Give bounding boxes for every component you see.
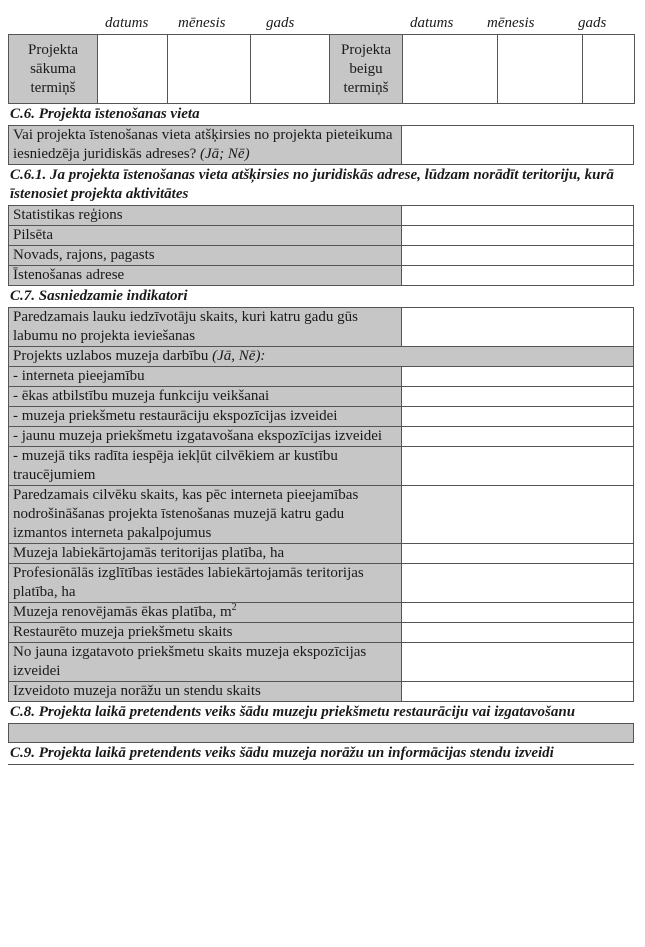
section-c61-table [8, 205, 634, 286]
restored-count-label: Restaurēto muzeja priekšmetu skaits [9, 623, 402, 643]
form-page [8, 12, 634, 765]
section-c8-title: C.8. Projekta laikā pretendents veiks šādu muzeju priekšmetu restaurāciju vai izgatavošanu [10, 704, 576, 720]
accessibility-value[interactable] [402, 447, 634, 486]
start-day-cell[interactable] [98, 35, 168, 104]
building-fit-label: - ēkas atbilstību muzeja funkciju veikšanai [9, 387, 402, 407]
row-region-label: Statistikas reģions [9, 206, 402, 226]
row-county-label: Novads, rajons, pagasts [9, 246, 402, 266]
start-year-cell[interactable] [251, 35, 330, 104]
section-c8-table [8, 723, 634, 743]
location-answer-cell[interactable] [402, 126, 634, 165]
museum-improve-row [9, 347, 634, 367]
end-month-label: mēnesis [487, 15, 535, 31]
end-day-label: datums [410, 15, 454, 31]
internet-users-value[interactable] [402, 486, 634, 544]
end-year-label: gads [578, 15, 607, 31]
location-question-text: Vai projekta īstenošanas vieta atšķirsies no projekta pieteikuma iesniedzēja juridiskās adreses? [13, 127, 393, 162]
museum-territory-label: Muzeja labiekārtojamās teritorijas platība, ha [9, 544, 402, 564]
location-question [9, 126, 402, 165]
section-c6-title: C.6. Projekta īstenošanas vieta [10, 106, 200, 122]
restoration-label: - muzeja priekšmetu restaurāciju ekspozīcijas izveidei [9, 407, 402, 427]
made-count-label: No jauna izgatavoto priekšmetu skaits muzeja ekspozīcijas izveidei [9, 643, 402, 682]
rural-residents-value[interactable] [402, 308, 634, 347]
row-city-value[interactable] [402, 226, 634, 246]
row-address-value[interactable] [402, 266, 634, 286]
new-items-label: - jaunu muzeja priekšmetu izgatavošana ekspozīcijas izveidei [9, 427, 402, 447]
internet-users-label: Paredzamais cilvēku skaits, kas pēc interneta pieejamības nodrošināšanas projekta īstenošanas muzejā katru gadu izmantos interneta pakalpojumus [9, 486, 402, 544]
internet-access-value[interactable] [402, 367, 634, 387]
end-date-label: Projekta beigu termiņš [330, 35, 403, 104]
museum-territory-value[interactable] [402, 544, 634, 564]
row-city-label: Pilsēta [9, 226, 402, 246]
end-year-cell[interactable] [583, 35, 635, 104]
end-month-cell[interactable] [498, 35, 583, 104]
new-items-value[interactable] [402, 427, 634, 447]
row-address-label: Īstenošanas adrese [9, 266, 402, 286]
c8-answer-cell[interactable] [9, 724, 634, 743]
museum-improve-label: Projekts uzlabos muzeja darbību [13, 348, 209, 364]
accessibility-label: - muzejā tiks radīta iespēja iekļūt cilvēkiem ar kustību traucējumiem [9, 447, 402, 486]
signs-count-value[interactable] [402, 682, 634, 702]
building-area-text: Muzeja renovējamās ēkas platība, m [13, 604, 232, 620]
signs-count-label: Izveidoto muzeja norāžu un stendu skaits [9, 682, 402, 702]
section-c61-title: C.6.1. Ja projekta īstenošanas vieta atšķirsies no juridiskās adrese, lūdzam norādīt teritoriju, kurā īstenosiet projekta aktivitātes [10, 167, 614, 202]
restored-count-value[interactable] [402, 623, 634, 643]
building-fit-value[interactable] [402, 387, 634, 407]
end-day-cell[interactable] [403, 35, 498, 104]
section-c6-table [8, 125, 634, 165]
building-area-sup: 2 [231, 602, 237, 613]
row-region-value[interactable] [402, 206, 634, 226]
location-question-hint: (Jā; Nē) [200, 146, 250, 162]
start-date-label: Projekta sākuma termiņš [9, 35, 98, 104]
project-dates-table [8, 34, 635, 104]
start-month-label: mēnesis [178, 15, 226, 31]
section-c9-rule [8, 764, 634, 765]
start-month-cell[interactable] [168, 35, 251, 104]
start-year-label: gads [266, 15, 295, 31]
section-c9-title: C.9. Projekta laikā pretendents veiks šādu muzeja norāžu un informācijas stendu izveidi [10, 745, 554, 761]
museum-improve-hint: (Jā, Nē): [212, 348, 266, 364]
building-area-value[interactable] [402, 603, 634, 623]
building-area-label [9, 603, 402, 623]
start-day-label: datums [105, 15, 149, 31]
internet-access-label: - interneta pieejamību [9, 367, 402, 387]
row-county-value[interactable] [402, 246, 634, 266]
school-territory-value[interactable] [402, 564, 634, 603]
section-c7-title: C.7. Sasniedzamie indikatori [10, 288, 188, 304]
rural-residents-label: Paredzamais lauku iedzīvotāju skaits, kuri katru gadu gūs labumu no projekta ieviešanas [9, 308, 402, 347]
made-count-value[interactable] [402, 643, 634, 682]
section-c7-table [8, 307, 634, 702]
date-header [8, 12, 634, 34]
school-territory-label: Profesionālās izglītības iestādes labiekārtojamās teritorijas platība, ha [9, 564, 402, 603]
restoration-value[interactable] [402, 407, 634, 427]
